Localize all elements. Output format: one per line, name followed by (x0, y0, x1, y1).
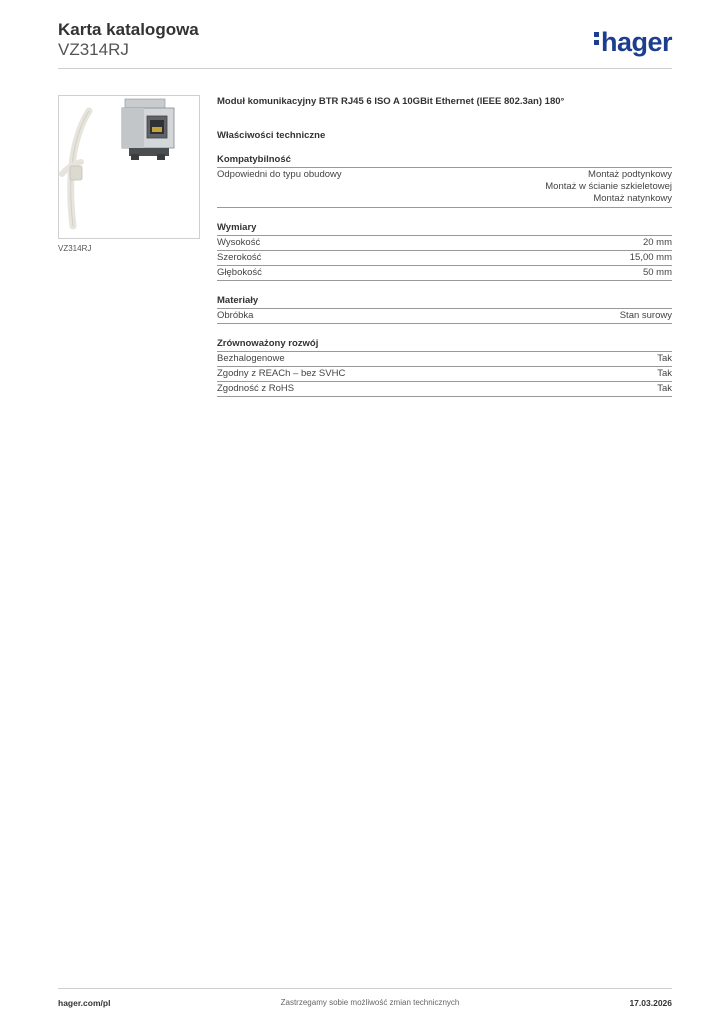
product-description: Moduł komunikacyjny BTR RJ45 6 ISO A 10GBit Ethernet (IEEE 802.3an) 180° (217, 96, 565, 107)
spec-value: Montaż podtynkowy (588, 169, 672, 180)
spec-value: 15,00 mm (629, 252, 672, 263)
spec-value: Stan surowy (619, 310, 672, 321)
footer-disclaimer: Zastrzegamy sobie możliwość zmian technicznych (280, 998, 460, 1007)
document-title: Karta katalogowa (58, 20, 199, 39)
section-compatibility (217, 154, 672, 208)
spec-row (217, 266, 672, 281)
footer-date: 17.03.2026 (629, 998, 672, 1008)
spec-row (217, 309, 672, 324)
section-title: Materiały (217, 295, 672, 309)
footer-divider (58, 988, 672, 989)
spec-row (217, 352, 672, 367)
spec-label: Szerokość (217, 252, 262, 263)
spec-value: Tak (657, 368, 672, 379)
rj45-module-picture (59, 96, 199, 238)
spec-row (217, 382, 672, 397)
spec-label: Wysokość (217, 237, 261, 248)
spec-row (217, 168, 672, 208)
spec-label: Głębokość (217, 267, 262, 278)
spec-value: Montaż w ścianie szkieletowej (545, 181, 672, 192)
spec-label: Obróbka (217, 310, 254, 321)
spec-value: Tak (657, 353, 672, 364)
image-caption: VZ314RJ (58, 244, 92, 253)
section-title: Wymiary (217, 222, 672, 236)
spec-value: 20 mm (642, 237, 672, 248)
product-code: VZ314RJ (58, 40, 129, 59)
logo-text: hager (600, 27, 672, 57)
section-title: Zrównoważony rozwój (217, 338, 672, 352)
properties-heading: Właściwości techniczne (217, 130, 326, 141)
spec-label: Zgodny z REACh – bez SVHC (217, 368, 346, 379)
section-sustainability (217, 338, 672, 397)
section-dimensions (217, 222, 672, 281)
section-materials (217, 295, 672, 324)
spec-label: Bezhalogenowe (217, 353, 285, 364)
spec-value: 50 mm (642, 267, 672, 278)
header-divider (58, 68, 672, 69)
spec-value: Tak (657, 383, 672, 394)
spec-row (217, 236, 672, 251)
footer-website-link[interactable]: hager.com/pl (58, 998, 111, 1008)
spec-value: Montaż natynkowy (593, 193, 672, 204)
spec-row (217, 251, 672, 266)
spec-row (217, 367, 672, 382)
page-header (58, 20, 672, 70)
logo-dots-icon (594, 29, 599, 48)
product-image (58, 95, 200, 239)
spec-label: Odpowiedni do typu obudowy (217, 169, 342, 180)
section-title: Kompatybilność (217, 154, 672, 168)
hager-logo (594, 27, 672, 58)
spec-label: Zgodność z RoHS (217, 383, 295, 394)
product-specs (217, 96, 672, 397)
spec-value-list (545, 169, 672, 205)
